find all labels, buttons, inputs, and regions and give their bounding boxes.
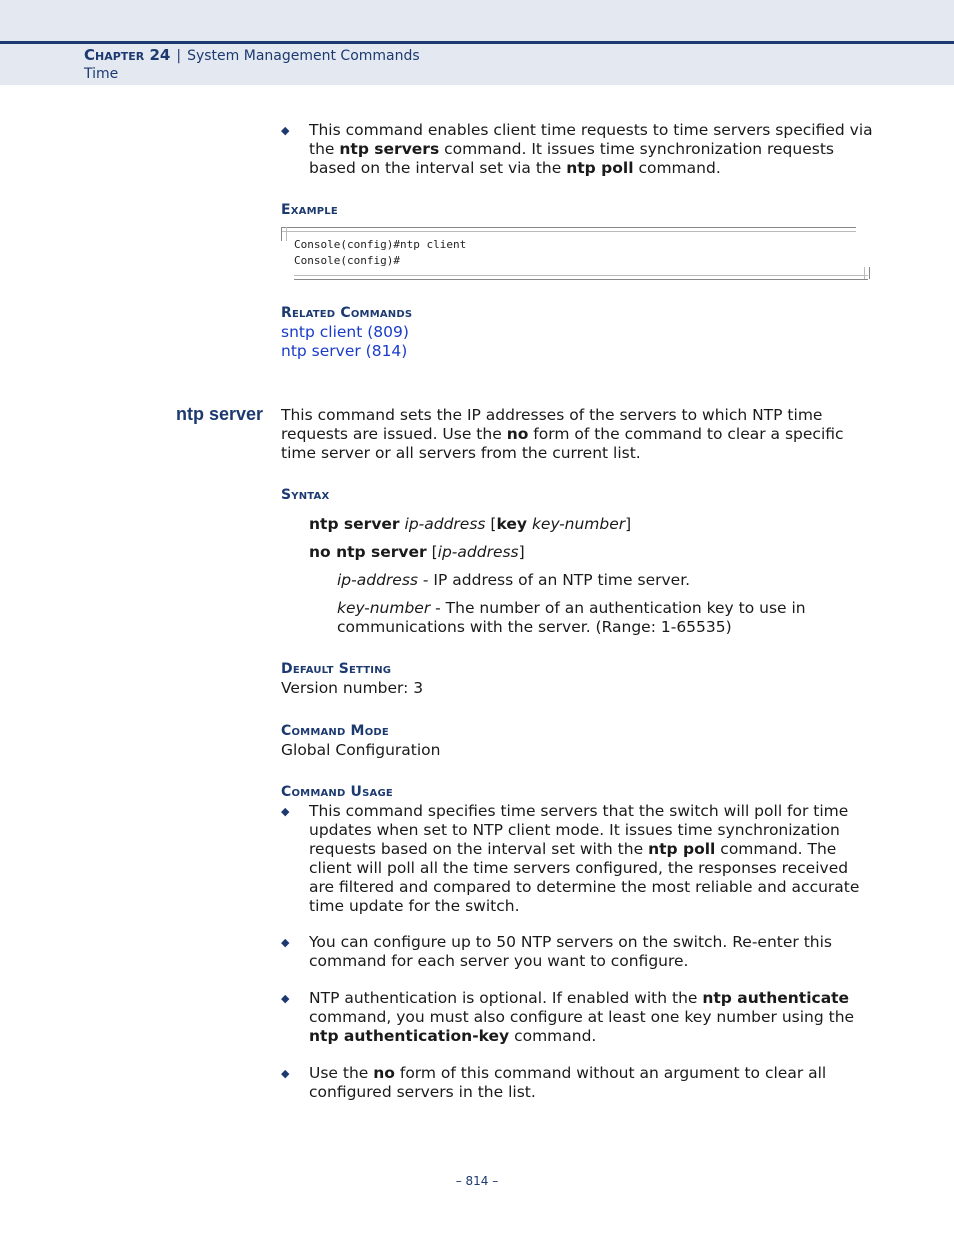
default-setting-value: Version number: 3 <box>281 679 424 697</box>
link-sntp-client[interactable]: sntp client (809) <box>281 323 409 341</box>
command-mode-heading: Command Mode <box>281 723 389 739</box>
command-usage-heading: Command Usage <box>281 784 393 800</box>
header-text <box>84 46 420 83</box>
usage-bullet-1: This command specifies time servers that the switch will poll for time updates when set to NTP client mode. It issues time synchronization requests based on the interval set with the ntp poll command. The client will poll all the time servers configured, the responses received are filtered and compared to determine the most reliable and accurate time update for the switch. <box>309 802 860 915</box>
section-name: Time <box>84 66 119 82</box>
bullet-diamond-icon: ◆ <box>281 1067 290 1080</box>
header-rule <box>0 41 954 44</box>
bullet-diamond-icon: ◆ <box>281 124 290 137</box>
syntax-heading: Syntax <box>281 487 330 503</box>
related-commands-heading: Related Commands <box>281 305 413 321</box>
code-frame-top <box>281 227 856 232</box>
usage-bullet-3: NTP authentication is optional. If enabled with the ntp authenticate command, you must also configure at least one key number using the ntp authentication-key command. <box>309 989 855 1045</box>
example-heading: Example <box>281 202 338 218</box>
param-ip-address: ip-address - IP address of an NTP time server. <box>337 571 691 589</box>
page-number: – 814 – <box>455 1174 499 1188</box>
command-title: ntp server <box>176 404 264 424</box>
code-text: Console(config)#ntp client Console(config)# <box>294 238 467 267</box>
code-frame-left <box>281 227 287 241</box>
usage-bullet-2: You can configure up to 50 NTP servers on the switch. Re-enter this command for each server you want to configure. <box>309 933 832 970</box>
syntax-line-2: no ntp server [ip-address] <box>309 543 525 561</box>
intro-bullet-text: This command enables client time requests to time servers specified via the ntp servers command. It issues time synchronization requests based on the interval set via the ntp poll command. <box>309 121 873 177</box>
param-key-number: key-number - The number of an authentication key to use in communications with the server. (Range: 1-65535) <box>337 599 806 636</box>
syntax-line-1: ntp server ip-address [key key-number] <box>309 515 632 533</box>
bullet-diamond-icon: ◆ <box>281 992 290 1005</box>
bullet-diamond-icon: ◆ <box>281 936 290 949</box>
usage-bullet-4: Use the no form of this command without an argument to clear all configured servers in the list. <box>309 1064 827 1101</box>
code-block <box>281 227 869 280</box>
command-description: This command sets the IP addresses of the servers to which NTP time requests are issued. Use the no form of the command to clear a specific time server or all servers from the current list. <box>281 406 844 462</box>
code-frame-right <box>864 267 870 279</box>
code-frame-bottom <box>294 275 868 280</box>
command-mode-value: Global Configuration <box>281 741 441 759</box>
bullet-diamond-icon: ◆ <box>281 805 290 818</box>
header-separator: | <box>176 48 182 64</box>
chapter-title: System Management Commands <box>187 48 420 64</box>
chapter-number: Chapter 24 <box>84 46 171 64</box>
default-setting-heading: Default Setting <box>281 661 392 677</box>
link-ntp-server[interactable]: ntp server (814) <box>281 342 408 360</box>
